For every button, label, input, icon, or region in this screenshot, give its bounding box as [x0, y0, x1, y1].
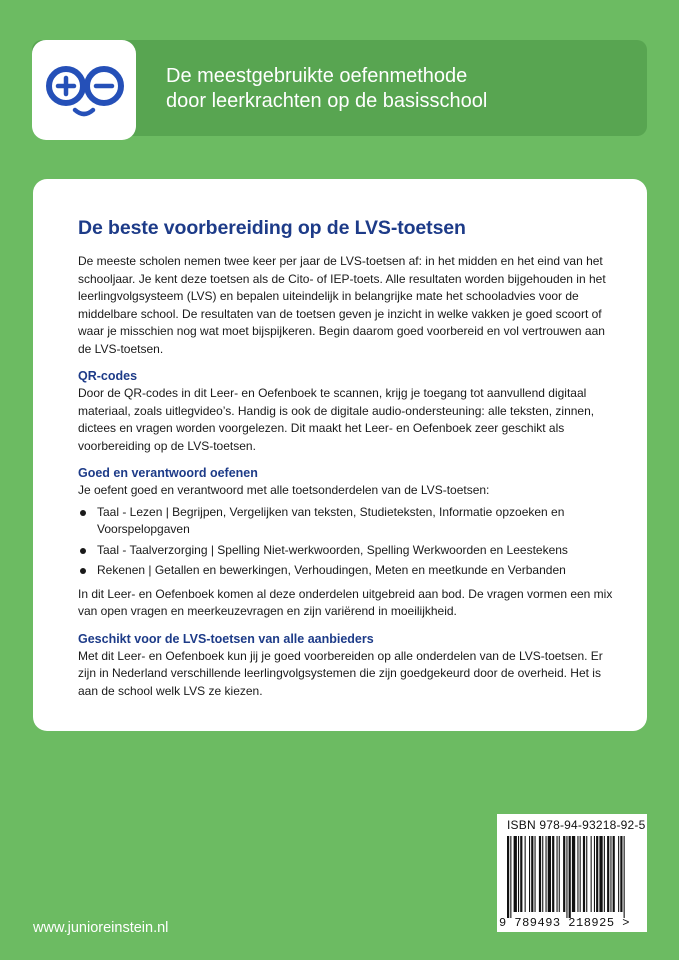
barcode-bar — [529, 836, 530, 912]
barcode-bar — [546, 836, 547, 912]
barcode-bar — [559, 836, 560, 912]
barcode-bar — [563, 836, 565, 912]
barcode-bar — [566, 836, 567, 918]
barcode-bar — [586, 836, 587, 912]
barcode-bar — [569, 836, 571, 918]
barcode-bar — [535, 836, 536, 912]
list-item-text: Rekenen | Getallen en bewerkingen, Verhoudingen, Meten en meetkunde en Verbanden — [97, 563, 566, 577]
bullet-icon — [80, 548, 86, 554]
list-item — [78, 542, 618, 560]
barcode-bar — [591, 836, 592, 912]
section-heading-aanbieders: Geschikt voor de LVS-toetsen van alle aanbieders — [78, 631, 374, 646]
barcode-bar — [604, 836, 605, 912]
barcode-digits: 9 789493 218925 > — [499, 916, 630, 930]
list-item-text: Taal - Taalverzorging | Spelling Niet-werkwoorden, Spelling Werkwoorden en Leestekens — [97, 542, 568, 557]
isbn-label: ISBN 978-94-93218-92-5 — [507, 818, 646, 832]
tagline-line-1: De meestgebruikte oefenmethode — [166, 65, 468, 87]
barcode-bar — [618, 836, 619, 912]
barcode-bar — [510, 836, 511, 918]
info-card — [33, 179, 647, 731]
section-heading-qr: QR-codes — [78, 369, 138, 383]
barcode-bar — [599, 836, 602, 912]
barcode-bar — [620, 836, 622, 912]
section-after-oefenen: In dit Leer- en Oefenboek komen al deze onderdelen uitgebreid aan bod. De vragen vormen een mix van open vragen en meerkeuzevragen en zijn variërend in moeilijkheid. — [78, 586, 613, 618]
barcode-bar — [583, 836, 585, 912]
tagline-line-2: door leerkrachten op de basisschool — [166, 90, 488, 112]
logo — [32, 40, 136, 140]
list-item — [78, 504, 618, 539]
barcode-bar — [580, 836, 581, 912]
barcode-bar — [548, 836, 551, 912]
barcode-bar — [552, 836, 554, 912]
barcode-box — [497, 814, 647, 932]
intro-paragraph: De meeste scholen nemen twee keer per jaar de LVS-toetsen af: in het midden en het eind van het schooljaar. Je kent deze toetsen als de Cito- of IEP-toets. Alle resultaten worden bijgehouden in het leerlingvolgsysteem (LVS) en bepalen uiteindelijk in belangrijke mate het schooladvies voor de middelbare school. De resultaten van de toetsen geven je inzicht in welke vakken je goed scoort of waar je misschien nog wat moet bijspijkeren. Begin daarom goed voorbereid en vol vertrouwen aan de LVS-toetsen. — [78, 254, 606, 356]
barcode-icon — [497, 814, 647, 918]
barcode-bar — [539, 836, 541, 912]
header-tagline — [166, 64, 636, 114]
card-content — [78, 253, 618, 700]
barcode-bar — [518, 836, 519, 912]
barcode-bar — [607, 836, 609, 912]
subject-list — [78, 504, 618, 580]
barcode-bar — [594, 836, 595, 912]
bullet-icon — [80, 510, 86, 516]
barcode-bar — [514, 836, 517, 912]
barcode-bar — [577, 836, 578, 912]
barcode-bar — [613, 836, 615, 912]
section-heading-oefenen: Goed en verantwoord oefenen — [78, 466, 258, 480]
card-title: De beste voorbereiding op de LVS-toetsen — [78, 217, 466, 239]
section-text-oefenen: Je oefent goed en verantwoord met alle toetsonderdelen van de LVS-toetsen: — [78, 483, 490, 497]
barcode-bar — [531, 836, 533, 912]
logo-icon — [32, 40, 136, 140]
website-url[interactable]: www.junioreinstein.nl — [33, 920, 169, 936]
section-text-aanbieders: Met dit Leer- en Oefenboek kun jij je goed voorbereiden op alle onderdelen van de LVS-toetsen. Er zijn in Nederland verschillende leerlingvolgsystemen die zijn goedgekeurd door de overheid. Het is aan de school welk LVS ze kiezen. — [78, 648, 603, 698]
barcode-bar — [610, 836, 611, 912]
barcode-bar — [557, 836, 558, 912]
list-item-text: Taal - Lezen | Begrijpen, Vergelijken van teksten, Studieteksten, Informatie opzoeken en Voorspelopgaven — [97, 504, 565, 536]
barcode-bar — [520, 836, 522, 912]
barcode-bar — [572, 836, 575, 912]
list-item — [78, 562, 618, 580]
bullet-icon — [80, 568, 86, 574]
barcode-bar — [525, 836, 526, 912]
barcode-bar — [542, 836, 543, 912]
barcode-bar — [596, 836, 598, 912]
barcode-bar — [624, 836, 625, 918]
barcode-bar — [507, 836, 509, 918]
section-text-qr: Door de QR-codes in dit Leer- en Oefenboek te scannen, krijg je toegang tot aanvullend digitaal materiaal, zoals uitlegvideo’s. Handig is ook de digitale audio-ondersteuning: alle teksten, zinnen, dictees en vragen worden voorgelezen. Dit maakt het Leer- en Oefenboek zeer geschikt als voorbereiding op de LVS-toetsen. — [78, 386, 595, 453]
